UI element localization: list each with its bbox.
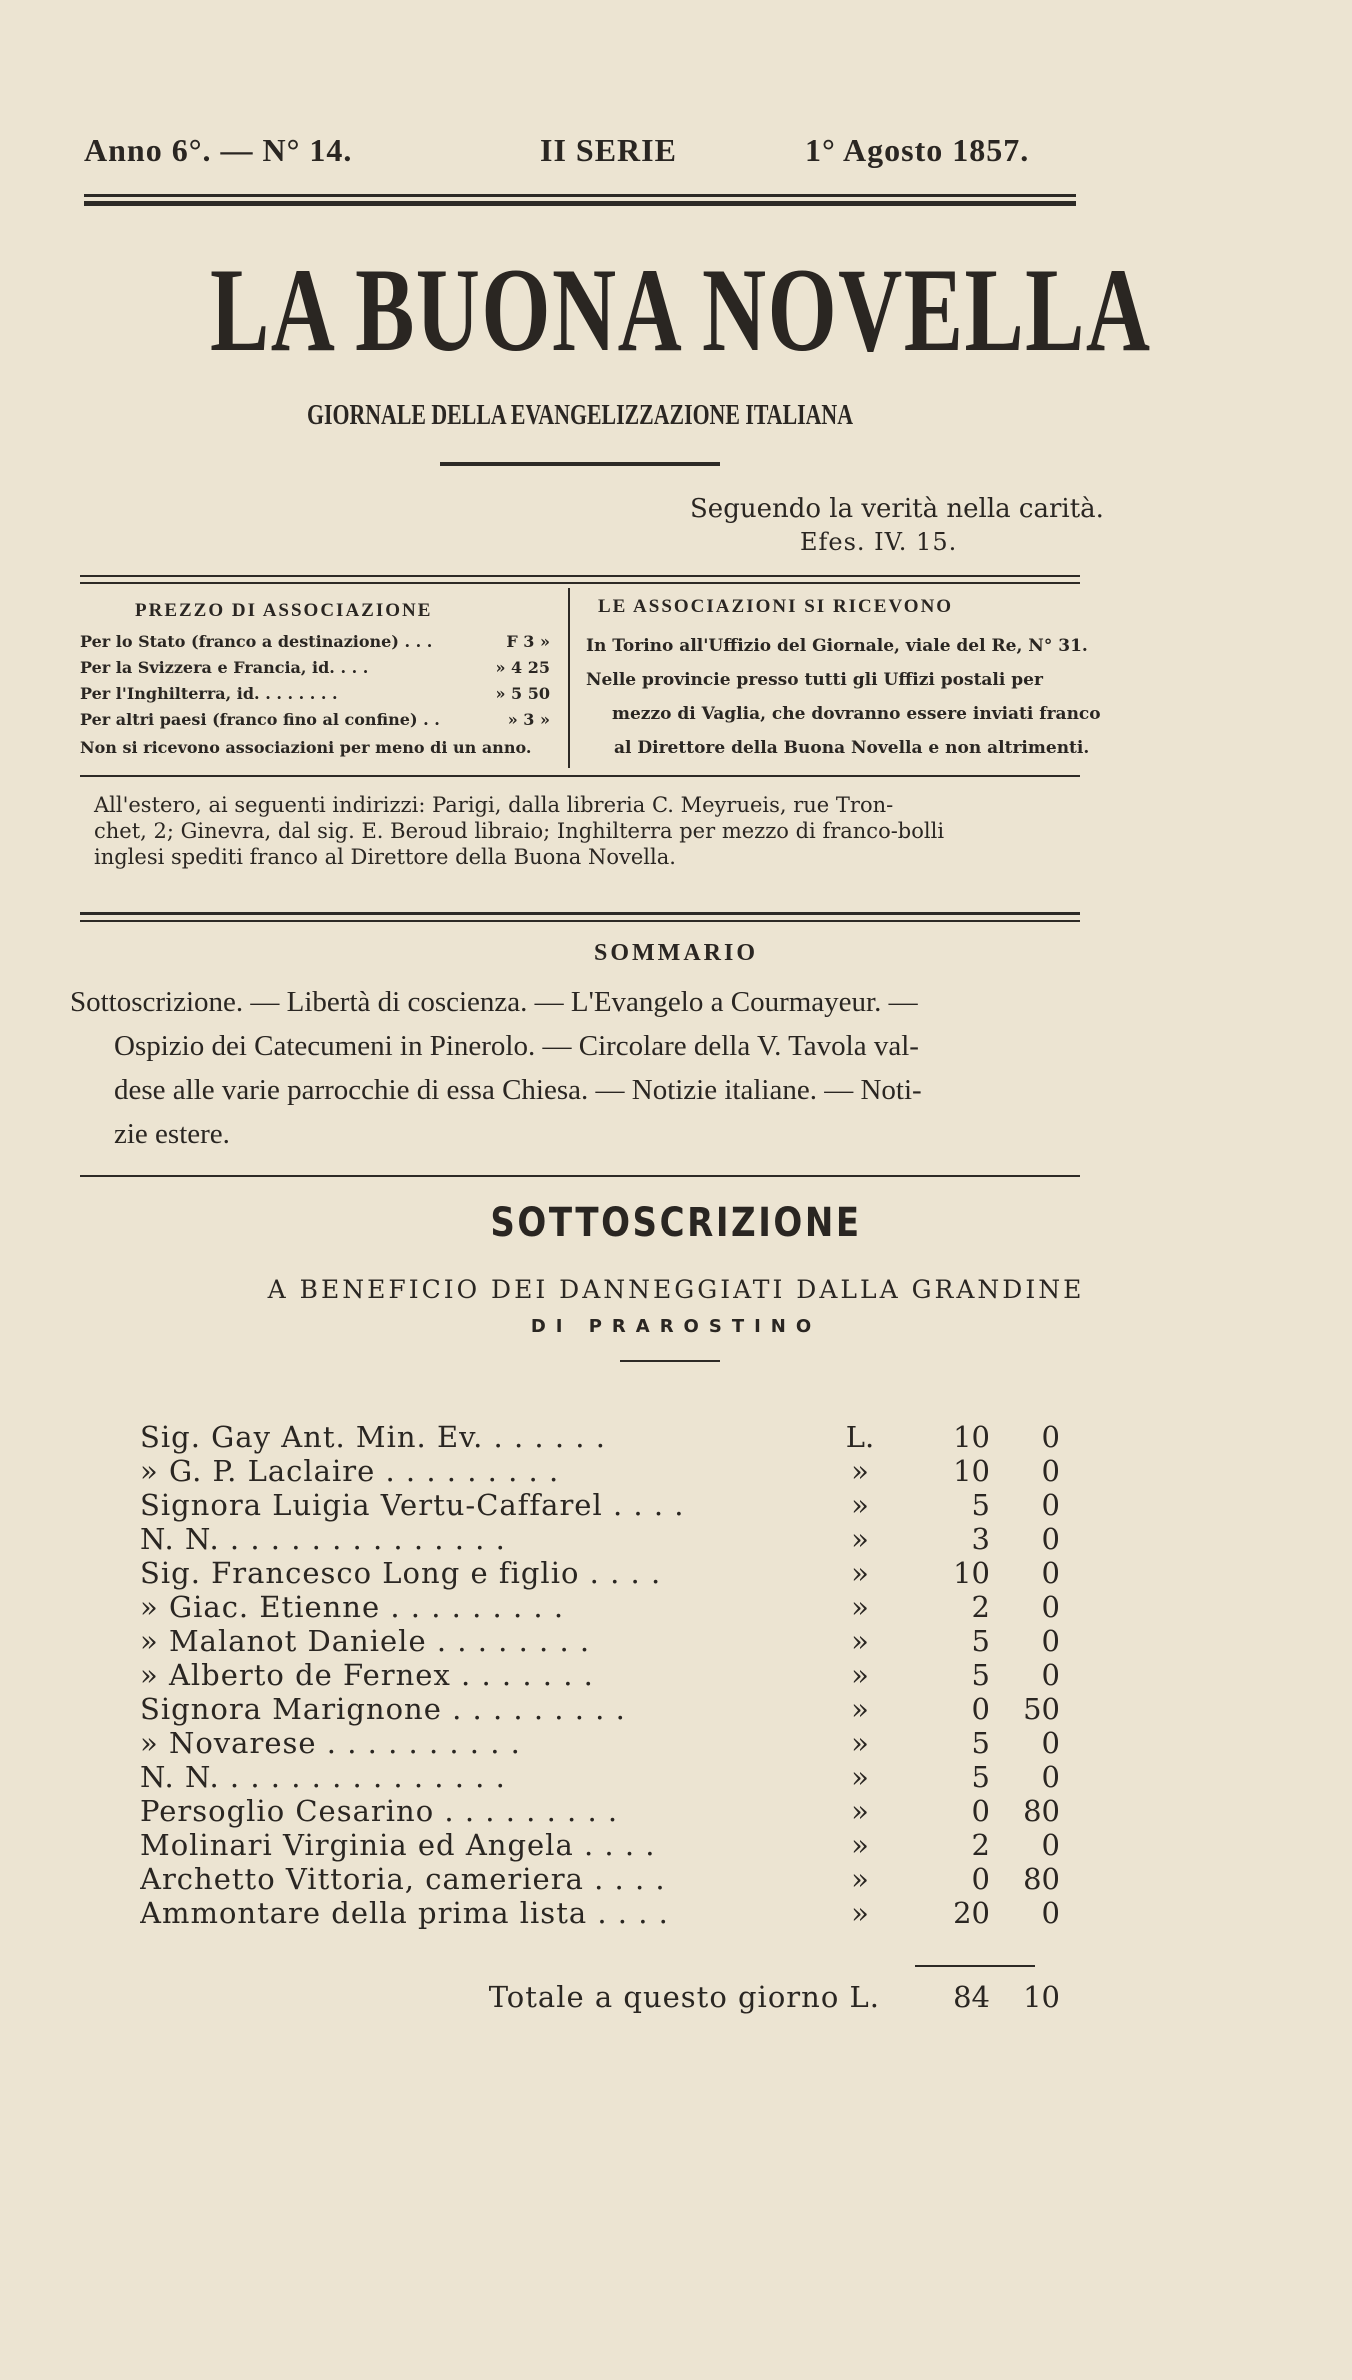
- currency-mark: »: [851, 1760, 869, 1794]
- currency-mark: »: [851, 1896, 869, 1930]
- donation-row: [140, 1658, 1060, 1692]
- price-row: [80, 684, 550, 712]
- currency-mark: »: [851, 1624, 869, 1658]
- subscription-note: Non si ricevono associazioni per meno di un anno.: [80, 738, 532, 757]
- amount-cents: 0: [1041, 1488, 1060, 1522]
- donor-name: Signora Luigia Vertu-Caffarel . . . .: [140, 1488, 685, 1522]
- currency-mark: »: [851, 1658, 869, 1692]
- donation-row: [140, 1692, 1060, 1726]
- sommario-line: dese alle varie parrocchie di essa Chiesa. — Notizie italiane. — Noti-: [114, 1074, 922, 1106]
- amount-lire: 2: [971, 1828, 990, 1862]
- donor-name: Sig. Gay Ant. Min. Ev. . . . . . .: [140, 1420, 606, 1454]
- donation-row: [140, 1522, 1060, 1556]
- donor-name: N. N. . . . . . . . . . . . . . .: [140, 1760, 506, 1794]
- donation-row: [140, 1896, 1060, 1930]
- box-rule-top: [80, 575, 1080, 577]
- price-label: Per lo Stato (franco a destinazione) . . .: [80, 632, 433, 651]
- amount-cents: 0: [1041, 1556, 1060, 1590]
- amount-lire: 20: [953, 1896, 990, 1930]
- amount-cents: 0: [1041, 1828, 1060, 1862]
- price-value: » 4 25: [495, 658, 550, 677]
- motto-text: Seguendo la verità nella carità.: [690, 494, 1104, 524]
- motto-reference: Efes. IV. 15.: [800, 528, 958, 556]
- price-row: [80, 710, 550, 738]
- donation-row: [140, 1794, 1060, 1828]
- donor-name: » G. P. Laclaire . . . . . . . . .: [140, 1454, 560, 1488]
- receive-heading: LE ASSOCIAZIONI SI RICEVONO: [598, 596, 954, 617]
- amount-cents: 80: [1023, 1794, 1060, 1828]
- donor-name: Persoglio Cesarino . . . . . . . . .: [140, 1794, 619, 1828]
- section-ornament-rule: [620, 1360, 720, 1362]
- total-rule: [915, 1965, 1035, 1967]
- amount-cents: 0: [1041, 1454, 1060, 1488]
- currency-mark: »: [851, 1590, 869, 1624]
- donor-name: » Alberto de Fernex . . . . . . .: [140, 1658, 594, 1692]
- amount-lire: 5: [971, 1488, 990, 1522]
- abroad-line: chet, 2; Ginevra, dal sig. E. Beroud libraio; Inghilterra per mezzo di franco-bolli: [94, 819, 945, 843]
- price-row: [80, 658, 550, 686]
- amount-lire: 0: [971, 1692, 990, 1726]
- amount-lire: 5: [971, 1624, 990, 1658]
- section-place: DI PRAROSTINO: [530, 1316, 822, 1337]
- total-label: Totale a questo giorno L.: [488, 1980, 880, 2014]
- price-label: Per l'Inghilterra, id. . . . . . . .: [80, 684, 338, 703]
- receive-line: mezzo di Vaglia, che dovranno essere inviati franco: [612, 704, 1101, 724]
- amount-lire: 0: [971, 1794, 990, 1828]
- sommario-rule: [80, 1175, 1080, 1177]
- amount-cents: 0: [1041, 1726, 1060, 1760]
- amount-lire: 10: [953, 1556, 990, 1590]
- currency-mark: »: [851, 1692, 869, 1726]
- abroad-addresses: [94, 792, 1094, 870]
- price-row: [80, 632, 550, 660]
- subscription-heading: PREZZO DI ASSOCIAZIONE: [135, 600, 433, 621]
- amount-lire: 0: [971, 1862, 990, 1896]
- donor-name: N. N. . . . . . . . . . . . . . .: [140, 1522, 506, 1556]
- amount-lire: 5: [971, 1726, 990, 1760]
- donation-row: [140, 1726, 1060, 1760]
- currency-mark: »: [851, 1522, 869, 1556]
- total-cents: 10: [1023, 1980, 1060, 2014]
- donation-row: [140, 1760, 1060, 1794]
- amount-lire: 10: [953, 1420, 990, 1454]
- currency-mark: »: [851, 1726, 869, 1760]
- price-value: F 3 »: [506, 632, 550, 651]
- currency-mark: »: [851, 1556, 869, 1590]
- donation-row: [140, 1590, 1060, 1624]
- donation-row: [140, 1488, 1060, 1522]
- receive-line: al Direttore della Buona Novella e non altrimenti.: [614, 738, 1090, 758]
- donor-name: » Novarese . . . . . . . . . .: [140, 1726, 521, 1760]
- price-label: Per la Svizzera e Francia, id. . . .: [80, 658, 369, 677]
- sommario-line: zie estere.: [114, 1118, 230, 1150]
- total-lire: 84: [953, 1980, 990, 2014]
- donor-name: Ammontare della prima lista . . . .: [140, 1896, 669, 1930]
- total-row: [140, 1980, 1060, 2014]
- amount-cents: 50: [1023, 1692, 1060, 1726]
- title-ornament-rule: [440, 462, 720, 466]
- donation-row: [140, 1556, 1060, 1590]
- amount-cents: 0: [1041, 1896, 1060, 1930]
- donor-name: Archetto Vittoria, cameriera . . . .: [140, 1862, 666, 1896]
- abroad-line: All'estero, ai seguenti indirizzi: Parigi, dalla libreria C. Meyrueis, rue Tron-: [94, 793, 894, 817]
- box-column-divider: [568, 588, 570, 768]
- donor-name: » Malanot Daniele . . . . . . . .: [140, 1624, 591, 1658]
- amount-lire: 5: [971, 1760, 990, 1794]
- donor-name: Molinari Virginia ed Angela . . . .: [140, 1828, 656, 1862]
- donation-row: [140, 1420, 1060, 1454]
- abroad-line: inglesi spediti franco al Direttore della Buona Novella.: [94, 845, 676, 869]
- amount-cents: 0: [1041, 1420, 1060, 1454]
- amount-lire: 2: [971, 1590, 990, 1624]
- section-rule-inner: [80, 920, 1080, 922]
- section-title: SOTTOSCRIZIONE: [490, 1200, 862, 1246]
- currency-mark: »: [851, 1794, 869, 1828]
- donor-name: » Giac. Etienne . . . . . . . . .: [140, 1590, 565, 1624]
- donation-row: [140, 1862, 1060, 1896]
- amount-cents: 0: [1041, 1760, 1060, 1794]
- currency-mark: »: [851, 1828, 869, 1862]
- currency-mark: »: [851, 1454, 869, 1488]
- amount-lire: 5: [971, 1658, 990, 1692]
- price-label: Per altri paesi (franco fino al confine) . .: [80, 710, 440, 729]
- amount-lire: 3: [971, 1522, 990, 1556]
- receive-line: In Torino all'Uffizio del Giornale, viale del Re, N° 31.: [586, 636, 1088, 656]
- donation-row: [140, 1828, 1060, 1862]
- issue-date: 1° Agosto 1857.: [805, 132, 1030, 168]
- amount-cents: 80: [1023, 1862, 1060, 1896]
- currency-mark: »: [851, 1862, 869, 1896]
- donor-name: Sig. Francesco Long e figlio . . . .: [140, 1556, 662, 1590]
- currency-mark: L.: [845, 1420, 875, 1454]
- price-value: » 3 »: [507, 710, 550, 729]
- masthead-rule-thin: [84, 194, 1076, 197]
- receive-line: Nelle provincie presso tutti gli Uffizi postali per: [586, 670, 1043, 690]
- price-value: » 5 50: [495, 684, 550, 703]
- sommario-text: [70, 980, 1080, 1156]
- newspaper-title: LA BUONA NOVELLA: [210, 243, 1152, 376]
- amount-cents: 0: [1041, 1590, 1060, 1624]
- box-rule-bottom: [80, 775, 1080, 777]
- amount-lire: 10: [953, 1454, 990, 1488]
- sommario-line: Ospizio dei Catecumeni in Pinerolo. — Circolare della V. Tavola val-: [114, 1030, 919, 1062]
- newspaper-subtitle: GIORNALE DELLA EVANGELIZZAZIONE ITALIANA: [307, 400, 853, 431]
- donation-row: [140, 1454, 1060, 1488]
- currency-mark: »: [851, 1488, 869, 1522]
- sommario-heading: SOMMARIO: [594, 940, 758, 966]
- donor-name: Signora Marignone . . . . . . . . .: [140, 1692, 626, 1726]
- masthead-rule-thick: [84, 201, 1076, 206]
- sommario-line: Sottoscrizione. — Libertà di coscienza. — L'Evangelo a Courmayeur. —: [70, 986, 918, 1018]
- issue-number: Anno 6°. — N° 14.: [84, 132, 353, 168]
- series-label: II SERIE: [540, 132, 677, 168]
- amount-cents: 0: [1041, 1624, 1060, 1658]
- box-rule-top-inner: [80, 582, 1080, 584]
- donation-row: [140, 1624, 1060, 1658]
- amount-cents: 0: [1041, 1658, 1060, 1692]
- section-rule: [80, 912, 1080, 915]
- amount-cents: 0: [1041, 1522, 1060, 1556]
- section-subtitle: A BENEFICIO DEI DANNEGGIATI DALLA GRANDINE: [267, 1275, 1085, 1304]
